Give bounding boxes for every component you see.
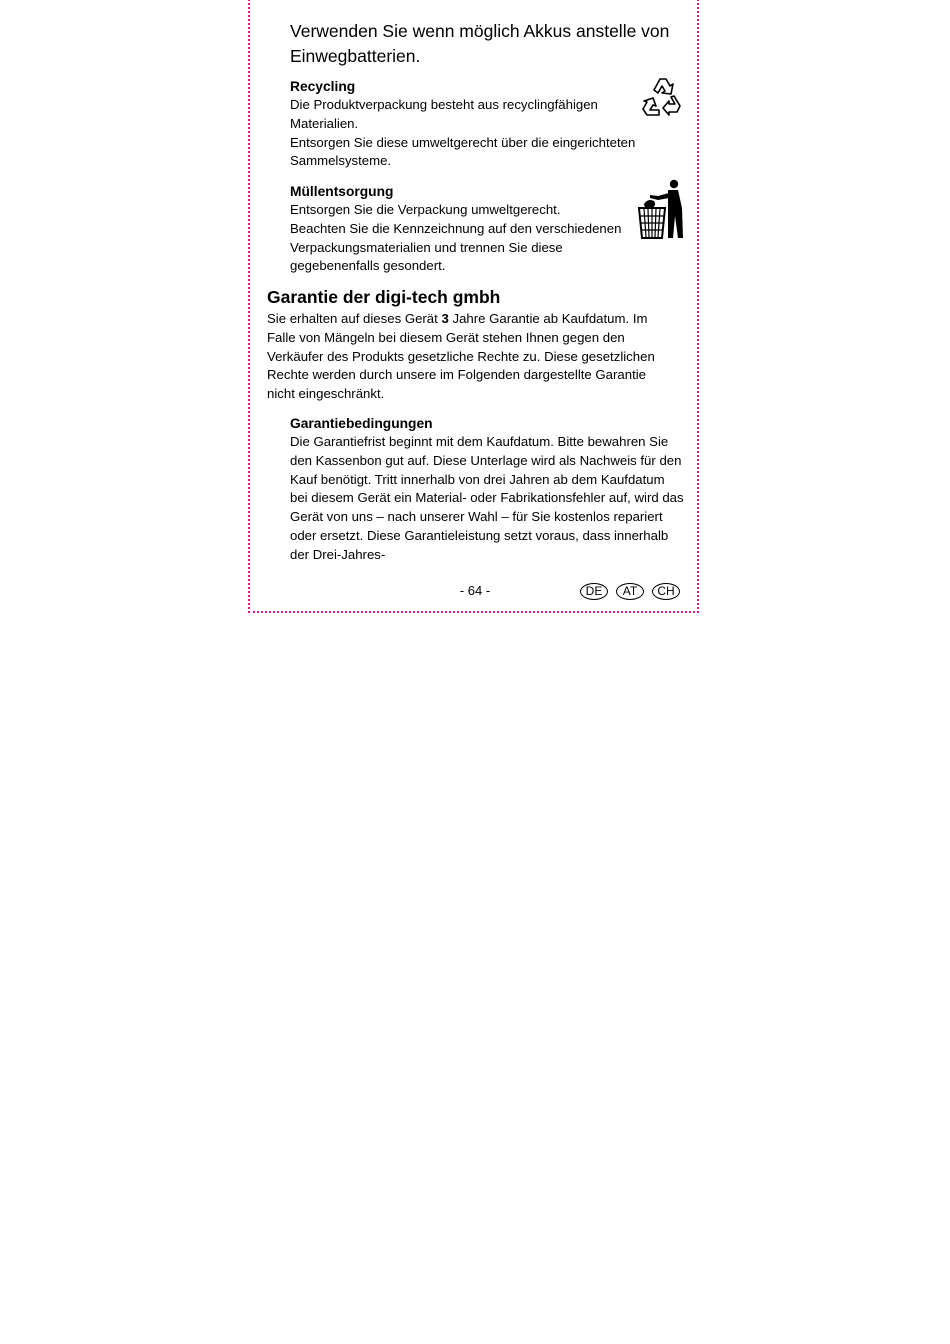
country-badge-ch: CH: [652, 583, 680, 600]
page-number: - 64 -: [459, 583, 491, 598]
waste-disposal-section: [290, 182, 635, 276]
country-badge-de: DE: [580, 583, 608, 600]
recycling-text-1: Die Produktverpackung besteht aus recyclingfähigen Materialien.: [290, 97, 598, 131]
warranty-years: 3: [441, 311, 449, 326]
warranty-intro: [267, 310, 672, 404]
battery-tip: Verwenden Sie wenn möglich Akkus anstelle von Einwegbatterien.: [290, 21, 670, 66]
recycling-text-2: Entsorgen Sie diese umweltgerecht über die eingerichteten Sammelsysteme.: [290, 134, 636, 169]
warranty-intro-end: Jahre Garantie ab Kaufdatum. Im Falle von Mängeln bei diesem Gerät stehen Ihnen gegen den Verkäufer des Produkts gesetzliche Rechte zu. Diese gesetzlichen Rechte werden durch unsere im Folgenden dargestellte Garantie nicht eingeschränkt.: [267, 311, 655, 402]
warranty-intro-start: Sie erhalten auf dieses Gerät: [267, 311, 442, 326]
recycling-icon: [637, 74, 685, 120]
recycling-heading: Recycling: [290, 79, 356, 94]
country-badge-at: AT: [616, 583, 644, 600]
conditions-heading: Garantiebedingungen: [290, 416, 433, 431]
waste-text-1: Entsorgen Sie die Verpackung umweltgerecht.: [290, 202, 561, 217]
warranty-conditions-section: [290, 414, 685, 565]
waste-text-2: Beachten Sie die Kennzeichnung auf den verschiedenen Verpackungsmaterialien und trennen Sie diese gegebenenfalls gesondert.: [290, 220, 622, 274]
waste-heading: Müllentsorgung: [290, 184, 394, 199]
waste-bin-icon: [636, 178, 686, 240]
recycling-section: [290, 77, 640, 171]
conditions-text: Die Garantiefrist beginnt mit dem Kaufdatum. Bitte bewahren Sie den Kassenbon gut auf. Diese Unterlage wird als Nachweis für den Kauf benötigt. Tritt innerhalb von drei Jahren ab dem Kaufdatum bei diesem Gerät ein Material- oder Fabrikationsfehler auf, wird das Gerät von uns – nach unserer Wahl – für Sie kostenlos repariert oder ersetzt. Diese Garantieleistung setzt voraus, dass innerhalb der Drei-Jahres-: [290, 434, 684, 562]
warranty-heading: Garantie der digi-tech gmbh: [267, 287, 501, 307]
